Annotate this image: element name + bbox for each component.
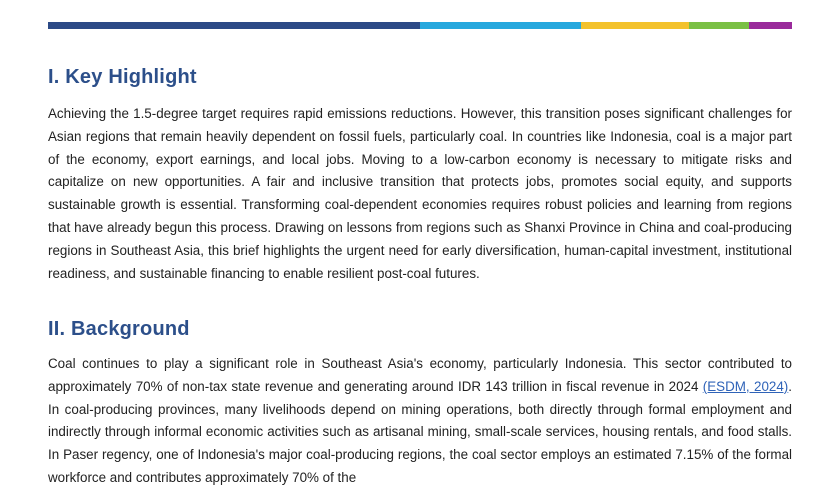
key-highlight-paragraph: Achieving the 1.5-degree target requires rapid emissions reductions. However, this transition poses significant challenges for Asian regions that remain heavily dependent on fossil fuels, particularly coal. In countries like Indonesia, coal is a major part of the economy, export earnings, and local jobs. Moving to a low-carbon economy is necessary to mitigate risks and capitalize on new opportunities. A fair and inclusive transition that protects jobs, promotes social equity, and supports sustainable growth is essential. Transforming coal-dependent economies requires robust policies and learning from regions that have already begun this process. Drawing on lessons from regions such as Shanxi Province in China and coal-producing regions in Southeast Asia, this brief highlights the urgent need for early diversification, human-capital investment, institutional readiness, and sustainable financing to enable resilient post-coal futures. [48, 106, 792, 281]
header-color-bar [48, 22, 792, 29]
color-bar-segment-yellow [581, 22, 689, 29]
color-bar-segment-green [689, 22, 749, 29]
color-bar-segment-cyan [420, 22, 581, 29]
background-paragraph [48, 353, 792, 490]
background-text-start: Coal continues to play a significant role in Southeast Asia's economy, particularly Indonesia. This sector contributed to approximately 70% of non-tax state revenue and generating around IDR 143 trillion in fiscal revenue in 2024 [48, 356, 792, 394]
section-heading-key-highlight: I. Key Highlight [48, 66, 197, 88]
background-text-continued: . In coal-producing provinces, many livelihoods depend on mining operations, both directly through formal employment and indirectly through informal economic activities such as artisanal mining, small-scale services, housing rentals, and food stalls. In Paser regency, one of Indonesia's major coal-producing regions, the coal sector employs an estimated 7.15% of the formal workforce and contributes approximately 70% of the [48, 378, 792, 485]
section-heading-background: II. Background [48, 318, 190, 340]
color-bar-segment-navy [48, 22, 420, 29]
citation-link-esdm-2024[interactable]: (ESDM, 2024) [702, 378, 789, 394]
color-bar-segment-purple [749, 22, 792, 29]
